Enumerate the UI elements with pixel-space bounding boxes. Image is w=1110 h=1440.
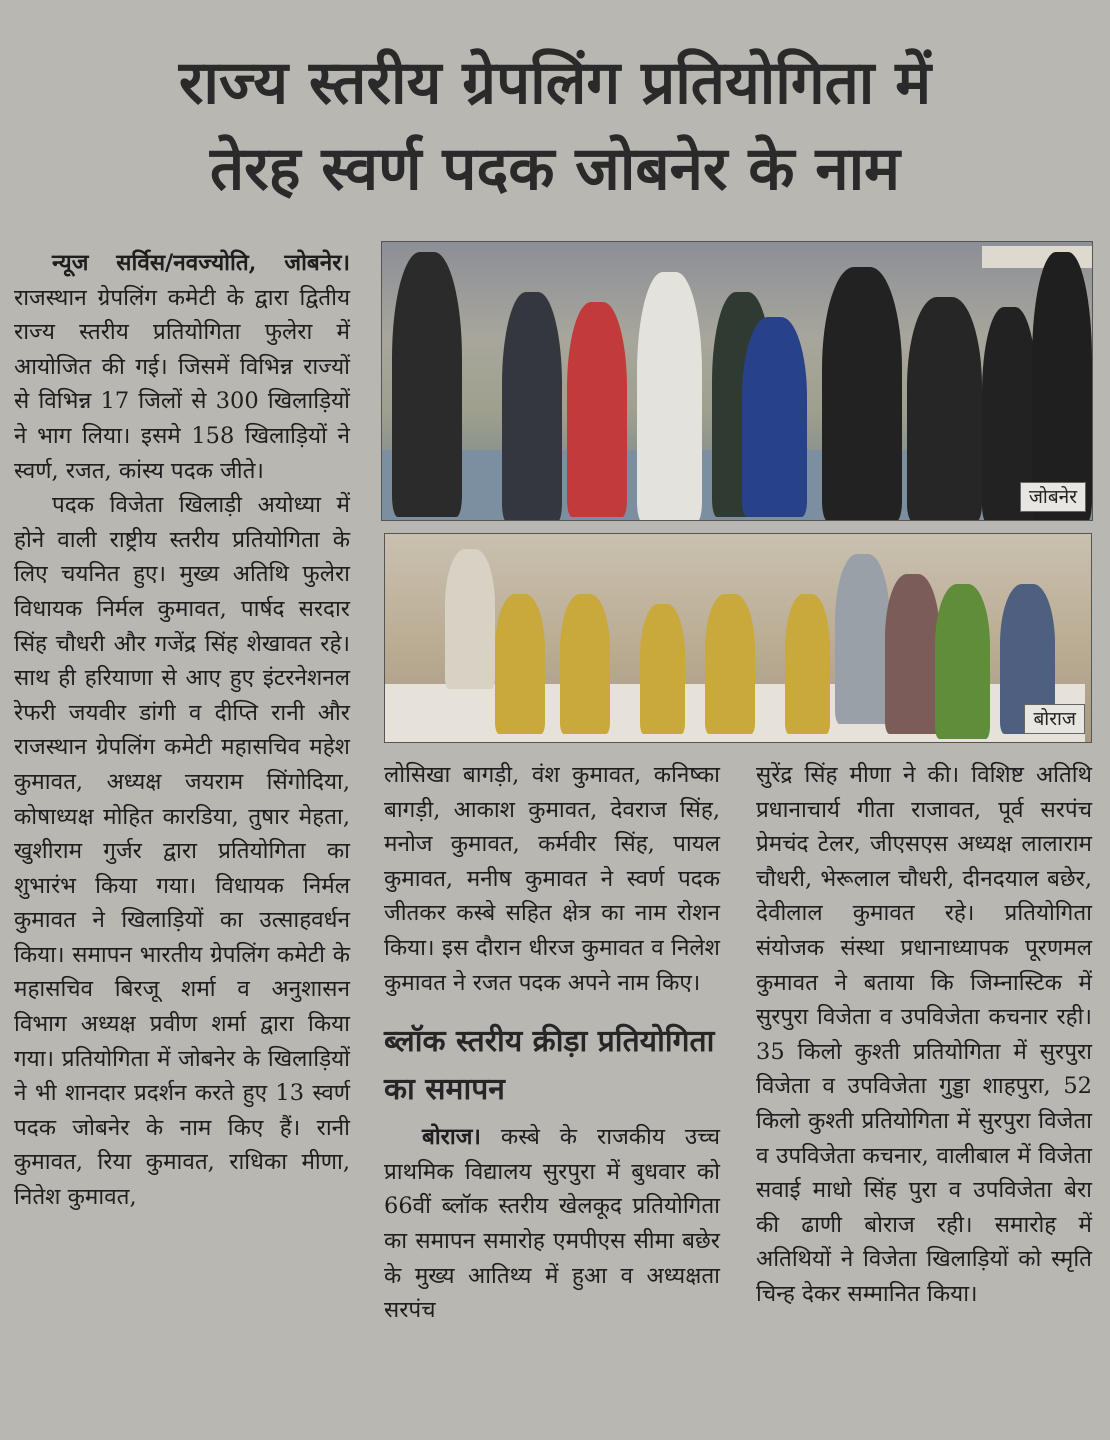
photo-boraj-prize xyxy=(384,533,1092,743)
photo-2-caption: बोराज xyxy=(1024,704,1085,734)
article-column-1 xyxy=(14,246,350,1215)
second-article-headline: ब्लॉक स्तरीय क्रीड़ा प्रतियोगिता का समापन xyxy=(384,1024,715,1108)
photo-jobner-handshake xyxy=(381,241,1093,521)
article-paragraph-2: पदक विजेता खिलाड़ी अयोध्या में होने वाली राष्ट्रीय स्तरीय प्रतियोगिता के लिए चयनित हुए। मुख्य अतिथि फुलेरा विधायक निर्मल कुमावत, पार्षद सरदार सिंह चौधरी और गजेंद्र सिंह शेखावत रहे। साथ ही हरियाणा से आए हुए इंटरनेशनल रेफरी जयवीर डांगी व दीप्ति रानी और राजस्थान ग्रेपलिंग कमेटी महासचिव महेश कुमावत, अध्यक्ष जयराम सिंगोदिया, कोषाध्यक्ष मोहित कारडिया, तुषार मेहता, खुशीराम गुर्जर द्वारा प्रतियोगिता का शुभारंभ किया गया। विधायक निर्मल कुमावत ने खिलाड़ियों का उत्साहवर्धन किया। समापन भारतीय ग्रेपलिंग कमेटी के महासचिव बिरजू शर्मा व अनुशासन विभाग अध्यक्ष प्रवीण शर्मा द्वारा किया गया। प्रतियोगिता में जोबनेर के खिलाड़ियों ने भी शानदार प्रदर्शन करते हुए 13 स्वर्ण पदक जोबनेर के नाम किए हैं। रानी कुमावत, रिया कुमावत, राधिका मीणा, नितेश कुमावत, xyxy=(14,492,350,1211)
second-article-paragraph-2: सुरेंद्र सिंह मीणा ने की। विशिष्ट अतिथि प्रधानाचार्य गीता राजावत, पूर्व सरपंच प्रेमचंद टेलर, जीएसएस अध्यक्ष लालाराम चौधरी, भेरूलाल चौधरी, दीनदयाल बछेर, देवीलाल कुमावत रहे। प्रतियोगिता संयोजक संस्था प्रधानाध्यापक पूरणमल कुमावत ने बताया कि जिम्नास्टिक में सुरपुरा विजेता व उपविजेता कचनार रही। 35 किलो कुश्ती प्रतियोगिता में सुरपुरा विजेता व उपविजेता गुड्डा शाहपुरा, 52 किलो कुश्ती प्रतियोगिता में सुरपुरा विजेता व उपविजेता कचनार, वालीबाल में विजेता सवाई माधो सिंह पुरा व उपविजेता बेरा की ढाणी बोराज रही। समारोह में अतिथियों ने विजेता खिलाड़ियों को स्मृति चिन्ह देकर सम्मानित किया। xyxy=(756,762,1092,1307)
article-paragraph-3: लोसिखा बागड़ी, वंश कुमावत, कनिष्का बागड़ी, आकाश कुमावत, देवराज सिंह, मनोज कुमावत, कर्मवीर सिंह, पायल कुमावत, मनीष कुमावत ने स्वर्ण पदक जीतकर कस्बे सहित क्षेत्र का नाम रोशन किया। इस दौरान धीरज कुमावत व निलेश कुमावत ने रजत पदक अपने नाम किए। xyxy=(384,762,720,996)
article-column-2 xyxy=(384,758,720,1328)
dateline: न्यूज सर्विस/नवज्योति, जोबनेर। xyxy=(52,250,350,276)
article-paragraph-1: राजस्थान ग्रेपलिंग कमेटी के द्वारा द्वितीय राज्य स्तरीय प्रतियोगिता फुलेरा में आयोजित की गई। जिसमें विभिन्न राज्यों से विभिन्न 17 जिलों से 300 खिलाड़ियों ने भाग लिया। इसमे 158 खिलाड़ियों ने स्वर्ण, रजत, कांस्य पदक जीते। xyxy=(14,284,350,484)
photo-1-caption: जोबनेर xyxy=(1020,482,1086,512)
headline xyxy=(0,40,1110,212)
second-article-paragraph-1: कस्बे के राजकीय उच्च प्राथमिक विद्यालय सुरपुरा में बुधवार को 66वीं ब्लॉक स्तरीय खेलकूद प्रतियोगिता का समापन समारोह एमपीएस सीमा बछेर के मुख्य आतिथ्य में हुआ व अध्यक्षता सरपंच xyxy=(384,1124,720,1324)
headline-line-2: तेरह स्वर्ण पदक जोबनेर के नाम xyxy=(209,134,901,204)
article-column-3 xyxy=(756,758,1092,1312)
headline-line-1: राज्य स्तरीय ग्रेपलिंग प्रतियोगिता में xyxy=(178,48,932,118)
article-intro xyxy=(14,246,350,488)
second-dateline: बोराज। xyxy=(422,1124,481,1151)
second-article-intro xyxy=(384,1120,720,1328)
